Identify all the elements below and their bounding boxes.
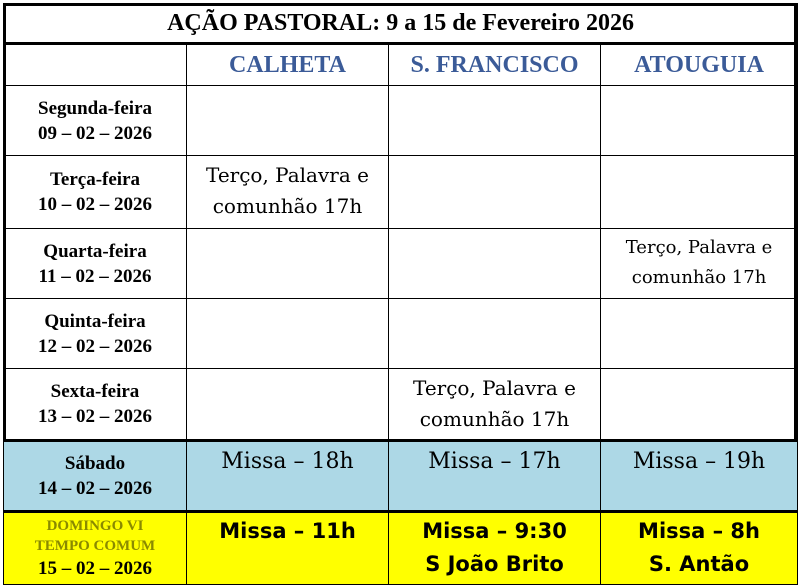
day-date: 15 – 02 – 2026: [38, 557, 152, 579]
event-cell-calheta: [187, 512, 389, 585]
event-cell-s-francisco: [389, 441, 601, 512]
day-name: Segunda-feira: [38, 97, 152, 119]
event-cell-calheta: [187, 441, 389, 512]
event-line: comunhão 17h: [419, 407, 570, 431]
day-date: 13 – 02 – 2026: [38, 406, 152, 427]
page-title: AÇÃO PASTORAL: 9 a 15 de Fevereiro 2026: [4, 4, 798, 44]
event-line: comunhão 17h: [212, 194, 363, 218]
day-cell: [4, 156, 187, 229]
event-line: Terço, Palavra e: [206, 163, 369, 187]
event-line: Missa – 9:30: [422, 519, 567, 543]
event-cell-s-francisco: [389, 86, 601, 156]
day-name: Sexta-feira: [50, 381, 140, 402]
event-cell-calheta: [187, 156, 389, 229]
event-cell-atouguia: [601, 369, 798, 441]
event-cell-atouguia: [601, 512, 798, 585]
table-row: [4, 369, 798, 441]
event-line: S João Brito: [425, 552, 564, 576]
day-date: 10 – 02 – 2026: [38, 194, 152, 215]
event-cell-s-francisco: [389, 512, 601, 585]
day-name-line-2: TEMPO COMUM: [34, 537, 156, 554]
event-line: Missa – 19h: [632, 449, 766, 474]
event-cell-calheta: [187, 369, 389, 441]
day-cell: [4, 86, 187, 156]
event-cell-s-francisco: [389, 156, 601, 229]
event-cell-atouguia: [601, 229, 798, 299]
day-name: Sábado: [64, 453, 126, 474]
day-date: 12 – 02 – 2026: [38, 335, 152, 357]
event-line: Missa – 18h: [221, 449, 354, 474]
event-line: comunhão 17h: [631, 267, 767, 288]
event-line: Missa – 11h: [219, 519, 356, 543]
event-cell-atouguia: [601, 86, 798, 156]
day-cell: [4, 441, 187, 512]
corner-cell: [4, 44, 187, 86]
event-cell-calheta: [187, 299, 389, 369]
table-row: [4, 86, 798, 156]
day-date: 09 – 02 – 2026: [38, 122, 152, 144]
event-line: Missa – 17h: [428, 449, 561, 474]
table-row: [4, 229, 798, 299]
day-cell: [4, 299, 187, 369]
column-header-calheta: CALHETA: [187, 44, 389, 86]
day-cell: [4, 229, 187, 299]
day-cell: [4, 369, 187, 441]
day-date: 14 – 02 – 2026: [38, 478, 152, 499]
day-cell: [4, 512, 187, 585]
event-line: Terço, Palavra e: [413, 376, 576, 400]
event-cell-calheta: [187, 229, 389, 299]
header-row: [4, 44, 798, 86]
day-name: Terça-feira: [49, 169, 141, 190]
schedule-table: [3, 3, 798, 585]
day-name-line-1: DOMINGO VI: [46, 517, 144, 534]
day-date: 11 – 02 – 2026: [38, 265, 152, 287]
event-cell-s-francisco: [389, 299, 601, 369]
day-name: Quarta-feira: [43, 240, 147, 262]
column-header-s-francisco: S. FRANCISCO: [389, 44, 601, 86]
table-row: [4, 299, 798, 369]
table-row: [4, 441, 798, 512]
event-line: Missa – 8h: [638, 519, 760, 543]
table-row: [4, 156, 798, 229]
event-cell-atouguia: [601, 299, 798, 369]
column-header-atouguia: ATOUGUIA: [601, 44, 798, 86]
day-name: Quinta-feira: [44, 310, 146, 332]
table-row: [4, 512, 798, 585]
event-line: S. Antão: [648, 552, 750, 576]
event-line: Terço, Palavra e: [625, 237, 773, 258]
title-row: [4, 4, 798, 44]
event-cell-s-francisco: [389, 369, 601, 441]
event-cell-atouguia: [601, 156, 798, 229]
event-cell-atouguia: [601, 441, 798, 512]
event-cell-calheta: [187, 86, 389, 156]
event-cell-s-francisco: [389, 229, 601, 299]
